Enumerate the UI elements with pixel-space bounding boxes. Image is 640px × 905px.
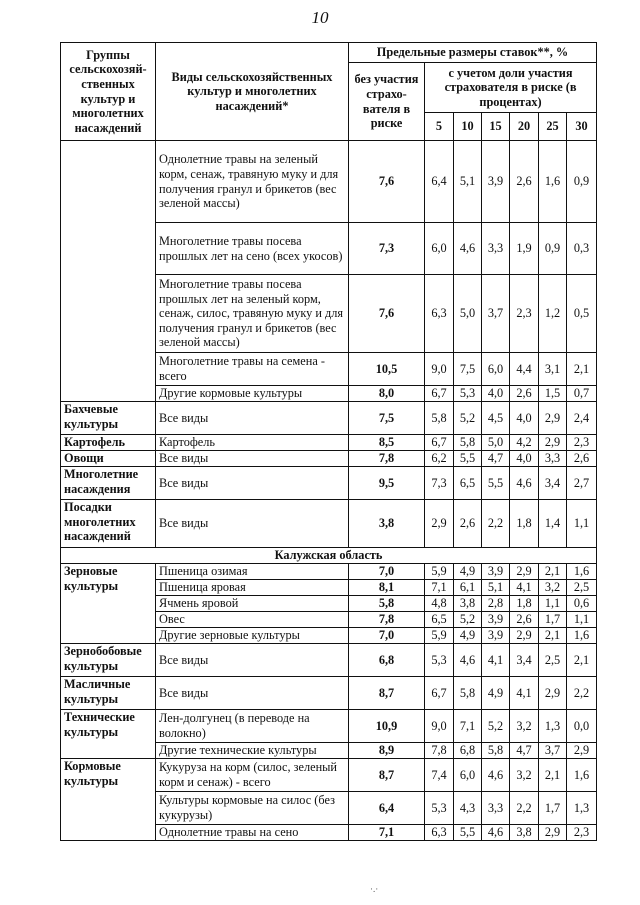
crop-kind: Однолетние травы на зеленый корм, сенаж, травяную муку и для получения гранул и брикетов (вес зеленой массы) (156, 141, 349, 223)
share-rate: 6,0 (454, 759, 482, 792)
share-rate: 7,1 (454, 710, 482, 743)
share-rate: 4,0 (482, 386, 510, 402)
share-rate: 6,1 (454, 580, 482, 596)
share-rate: 4,1 (510, 580, 539, 596)
base-rate: 8,5 (349, 435, 425, 451)
share-rate: 5,8 (482, 743, 510, 759)
share-rate: 2,2 (510, 792, 539, 825)
table-row (61, 564, 597, 580)
share-rate: 4,2 (510, 435, 539, 451)
base-rate: 8,7 (349, 759, 425, 792)
share-rate: 5,9 (425, 628, 454, 644)
group-name: Картофель (61, 435, 156, 451)
share-rate: 5,3 (425, 792, 454, 825)
share-rate: 3,4 (510, 644, 539, 677)
share-rate: 0,7 (567, 386, 597, 402)
crop-kind: Кукуруза на корм (силос, зеленый корм и сенаж) - всего (156, 759, 349, 792)
table-row (61, 141, 597, 223)
share-rate: 1,6 (567, 628, 597, 644)
share-rate: 1,6 (567, 564, 597, 580)
share-rate: 2,9 (567, 743, 597, 759)
group-name: Масличные культуры (61, 677, 156, 710)
crop-kind: Пшеница озимая (156, 564, 349, 580)
crop-kind: Многолетние травы посева прошлых лет на зеленый корм, сенаж, силос, травяную муку и для получения гранул и брикетов (вес зеленой массы) (156, 275, 349, 353)
share-rate: 4,0 (510, 402, 539, 435)
share-rate: 6,0 (482, 353, 510, 386)
share-rate: 1,3 (567, 792, 597, 825)
share-rate: 5,3 (425, 644, 454, 677)
group-name: Овощи (61, 451, 156, 467)
share-rate: 2,6 (510, 141, 539, 223)
share-rate: 2,3 (510, 275, 539, 353)
share-rate: 2,1 (539, 628, 567, 644)
header-share-value: 30 (567, 113, 597, 141)
crop-kind: Однолетние травы на сено (156, 825, 349, 841)
share-rate: 4,9 (454, 564, 482, 580)
header-share: с учетом доли участия страхователя в риске (в процентах) (425, 63, 597, 113)
share-rate: 0,9 (539, 223, 567, 275)
base-rate: 7,3 (349, 223, 425, 275)
crop-kind: Культуры кормовые на силос (без кукурузы) (156, 792, 349, 825)
crop-kind: Все виды (156, 467, 349, 500)
share-rate: 2,1 (539, 564, 567, 580)
share-rate: 7,4 (425, 759, 454, 792)
share-rate: 4,7 (482, 451, 510, 467)
share-rate: 2,1 (567, 353, 597, 386)
share-rate: 4,6 (454, 644, 482, 677)
share-rate: 3,3 (482, 792, 510, 825)
crop-kind: Все виды (156, 644, 349, 677)
crop-kind: Другие зерновые культуры (156, 628, 349, 644)
base-rate: 7,6 (349, 275, 425, 353)
region-title: Калужская область (61, 548, 597, 564)
share-rate: 3,7 (539, 743, 567, 759)
share-rate: 2,3 (567, 825, 597, 841)
share-rate: 4,4 (510, 353, 539, 386)
share-rate: 5,1 (454, 141, 482, 223)
base-rate: 6,4 (349, 792, 425, 825)
crop-kind: Все виды (156, 402, 349, 435)
share-rate: 4,6 (482, 759, 510, 792)
header-group: Группы сельскохозяй-ственных культур и многолетних насаждений (61, 43, 156, 141)
share-rate: 4,5 (482, 402, 510, 435)
base-rate: 7,0 (349, 564, 425, 580)
header-share-value: 10 (454, 113, 482, 141)
crop-kind: Пшеница яровая (156, 580, 349, 596)
share-rate: 2,9 (425, 500, 454, 548)
share-rate: 2,7 (567, 467, 597, 500)
table-row (61, 644, 597, 677)
share-rate: 5,0 (482, 435, 510, 451)
share-rate: 0,0 (567, 710, 597, 743)
share-rate: 5,8 (425, 402, 454, 435)
share-rate: 1,7 (539, 792, 567, 825)
share-rate: 1,6 (567, 759, 597, 792)
crop-kind: Все виды (156, 677, 349, 710)
share-rate: 3,3 (482, 223, 510, 275)
share-rate: 6,5 (454, 467, 482, 500)
base-rate: 7,1 (349, 825, 425, 841)
share-rate: 3,2 (510, 710, 539, 743)
crop-kind: Многолетние травы посева прошлых лет на сено (всех укосов) (156, 223, 349, 275)
share-rate: 1,4 (539, 500, 567, 548)
share-rate: 2,6 (510, 612, 539, 628)
group-name: Кормовые культуры (61, 759, 156, 841)
share-rate: 2,5 (539, 644, 567, 677)
share-rate: 2,5 (567, 580, 597, 596)
table-row (61, 435, 597, 451)
share-rate: 3,7 (482, 275, 510, 353)
header-share-value: 15 (482, 113, 510, 141)
share-rate: 5,0 (454, 275, 482, 353)
share-rate: 6,5 (425, 612, 454, 628)
share-rate: 6,7 (425, 386, 454, 402)
share-rate: 2,9 (510, 628, 539, 644)
share-rate: 0,9 (567, 141, 597, 223)
share-rate: 4,6 (454, 223, 482, 275)
share-rate: 1,8 (510, 500, 539, 548)
table-row (61, 451, 597, 467)
crop-kind: Многолетние травы на семена - всего (156, 353, 349, 386)
region-row (61, 548, 597, 564)
table-body (61, 141, 597, 841)
share-rate: 3,9 (482, 141, 510, 223)
share-rate: 5,3 (454, 386, 482, 402)
share-rate: 4,0 (510, 451, 539, 467)
crop-kind: Лен-долгунец (в переводе на волокно) (156, 710, 349, 743)
share-rate: 1,1 (567, 612, 597, 628)
base-rate: 7,5 (349, 402, 425, 435)
base-rate: 9,5 (349, 467, 425, 500)
share-rate: 6,7 (425, 677, 454, 710)
table-row (61, 759, 597, 792)
share-rate: 1,9 (510, 223, 539, 275)
header-share-value: 25 (539, 113, 567, 141)
share-rate: 4,9 (482, 677, 510, 710)
share-rate: 2,6 (567, 451, 597, 467)
share-rate: 7,1 (425, 580, 454, 596)
share-rate: 7,5 (454, 353, 482, 386)
base-rate: 7,8 (349, 451, 425, 467)
share-rate: 3,4 (539, 467, 567, 500)
share-rate: 6,7 (425, 435, 454, 451)
share-rate: 4,6 (510, 467, 539, 500)
share-rate: 3,3 (539, 451, 567, 467)
share-rate: 2,6 (454, 500, 482, 548)
share-rate: 2,9 (539, 435, 567, 451)
share-rate: 2,2 (482, 500, 510, 548)
share-rate: 2,9 (539, 825, 567, 841)
base-rate: 7,6 (349, 141, 425, 223)
base-rate: 7,0 (349, 628, 425, 644)
share-rate: 2,2 (567, 677, 597, 710)
share-rate: 6,2 (425, 451, 454, 467)
table-row (61, 500, 597, 548)
table-row (61, 402, 597, 435)
header-share-value: 20 (510, 113, 539, 141)
crop-kind: Овес (156, 612, 349, 628)
share-rate: 5,2 (482, 710, 510, 743)
share-rate: 9,0 (425, 710, 454, 743)
base-rate: 6,8 (349, 644, 425, 677)
share-rate: 1,2 (539, 275, 567, 353)
group-name: Зернобобовые культуры (61, 644, 156, 677)
group-continuation (61, 141, 156, 402)
base-rate: 10,5 (349, 353, 425, 386)
share-rate: 5,8 (454, 677, 482, 710)
share-rate: 3,1 (539, 353, 567, 386)
crop-kind: Другие кормовые культуры (156, 386, 349, 402)
insurance-rates-table (60, 42, 597, 841)
share-rate: 3,9 (482, 564, 510, 580)
share-rate: 2,3 (567, 435, 597, 451)
share-rate: 2,9 (539, 402, 567, 435)
group-name: Зерновые культуры (61, 564, 156, 644)
share-rate: 5,2 (454, 402, 482, 435)
scan-mark: ·.· (370, 884, 379, 894)
share-rate: 6,8 (454, 743, 482, 759)
share-rate: 4,7 (510, 743, 539, 759)
share-rate: 5,5 (482, 467, 510, 500)
share-rate: 3,8 (454, 596, 482, 612)
crop-kind: Ячмень яровой (156, 596, 349, 612)
crop-kind: Другие технические культуры (156, 743, 349, 759)
share-rate: 4,1 (482, 644, 510, 677)
share-rate: 5,2 (454, 612, 482, 628)
share-rate: 2,6 (510, 386, 539, 402)
share-rate: 6,4 (425, 141, 454, 223)
share-rate: 6,3 (425, 825, 454, 841)
group-name: Посадки многолетних насаждений (61, 500, 156, 548)
crop-kind: Все виды (156, 500, 349, 548)
share-rate: 3,2 (539, 580, 567, 596)
share-rate: 1,5 (539, 386, 567, 402)
share-rate: 4,1 (510, 677, 539, 710)
base-rate: 7,8 (349, 612, 425, 628)
share-rate: 1,1 (539, 596, 567, 612)
share-rate: 2,8 (482, 596, 510, 612)
header-limits: Предельные размеры ставок**, % (349, 43, 597, 63)
share-rate: 3,2 (510, 759, 539, 792)
share-rate: 4,8 (425, 596, 454, 612)
share-rate: 7,3 (425, 467, 454, 500)
share-rate: 2,9 (510, 564, 539, 580)
share-rate: 1,7 (539, 612, 567, 628)
share-rate: 2,4 (567, 402, 597, 435)
share-rate: 1,6 (539, 141, 567, 223)
base-rate: 3,8 (349, 500, 425, 548)
header-share-value: 5 (425, 113, 454, 141)
crop-kind: Картофель (156, 435, 349, 451)
base-rate: 8,1 (349, 580, 425, 596)
share-rate: 0,3 (567, 223, 597, 275)
share-rate: 3,9 (482, 612, 510, 628)
table-row (61, 467, 597, 500)
group-name: Бахчевые культуры (61, 402, 156, 435)
share-rate: 6,0 (425, 223, 454, 275)
share-rate: 5,8 (454, 435, 482, 451)
base-rate: 8,9 (349, 743, 425, 759)
crop-kind: Все виды (156, 451, 349, 467)
page-number: 10 (311, 8, 329, 27)
share-rate: 5,9 (425, 564, 454, 580)
group-name: Технические культуры (61, 710, 156, 759)
share-rate: 2,1 (567, 644, 597, 677)
base-rate: 8,0 (349, 386, 425, 402)
share-rate: 1,3 (539, 710, 567, 743)
table-row (61, 677, 597, 710)
share-rate: 9,0 (425, 353, 454, 386)
table-row (61, 710, 597, 743)
group-name: Многолетние насаждения (61, 467, 156, 500)
share-rate: 0,5 (567, 275, 597, 353)
share-rate: 2,1 (539, 759, 567, 792)
share-rate: 3,9 (482, 628, 510, 644)
base-rate: 10,9 (349, 710, 425, 743)
share-rate: 6,3 (425, 275, 454, 353)
share-rate: 4,3 (454, 792, 482, 825)
share-rate: 7,8 (425, 743, 454, 759)
base-rate: 8,7 (349, 677, 425, 710)
header-base: без участия страхо-вателя в риске (349, 63, 425, 141)
share-rate: 0,6 (567, 596, 597, 612)
share-rate: 4,6 (482, 825, 510, 841)
share-rate: 5,5 (454, 825, 482, 841)
share-rate: 1,1 (567, 500, 597, 548)
share-rate: 1,8 (510, 596, 539, 612)
share-rate: 5,1 (482, 580, 510, 596)
header-kind: Виды сельскохозяйственных культур и многолетних насаждений* (156, 43, 349, 141)
base-rate: 5,8 (349, 596, 425, 612)
share-rate: 5,5 (454, 451, 482, 467)
share-rate: 2,9 (539, 677, 567, 710)
share-rate: 3,8 (510, 825, 539, 841)
share-rate: 4,9 (454, 628, 482, 644)
